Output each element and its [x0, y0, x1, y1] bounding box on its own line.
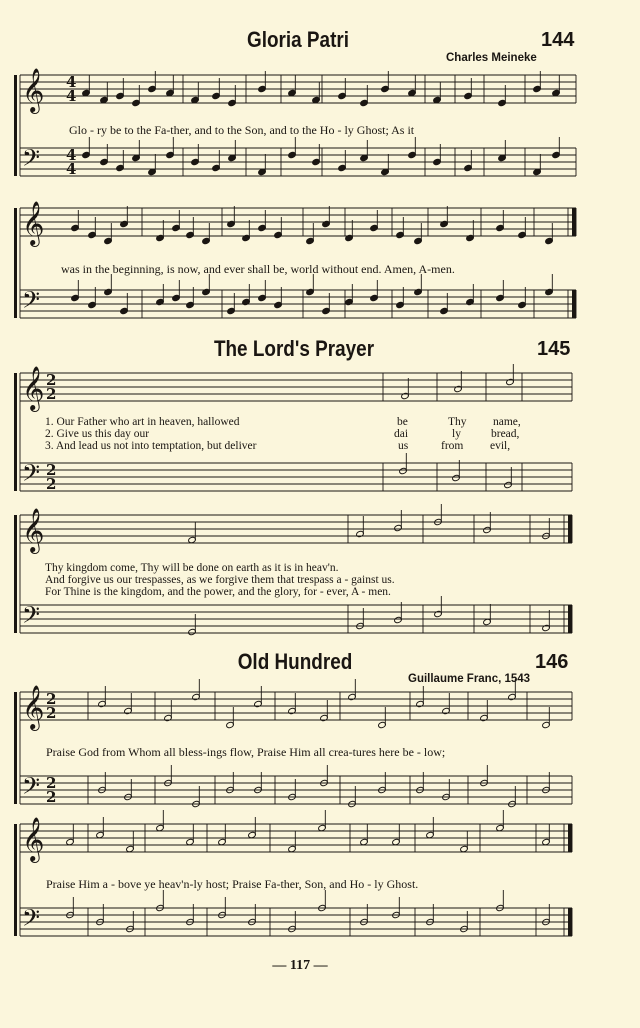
hymn-146-system-2-final-bar: [568, 908, 572, 936]
hymn-145-chant-right-1b: Thy: [448, 416, 467, 428]
hymn-145-chant2-line-3: For Thine is the kingdom, and the power, and the glory, for - ever, A - men.: [45, 586, 391, 598]
time-signature-bottom: 2: [46, 385, 57, 403]
bass-clef-icon: 𝄢: [22, 459, 41, 492]
bass-clef-icon: 𝄢: [22, 772, 41, 805]
hymn-145-title: The Lord's Prayer: [213, 336, 375, 361]
hymn-146-lyric-line-1: Praise God from Whom all bless-ings flow, Praise Him all crea-tures here be - low;: [46, 745, 446, 759]
hymn-146-number: 146: [535, 651, 569, 673]
hymn-144-system-2-final-bar: [572, 208, 576, 236]
hymn-145-chant-left-3: 3. And lead us not into temptation, but deliver: [45, 440, 257, 452]
treble-clef-icon: 𝄞: [22, 366, 45, 410]
hymn-145-system-2-final-bar: [568, 605, 572, 633]
hymn-144-number: 144: [541, 29, 575, 51]
hymn-145-number: 145: [537, 338, 571, 360]
treble-clef-icon: 𝄞: [22, 508, 45, 552]
treble-clef-icon: 𝄞: [22, 68, 45, 112]
hymn-144-lyric-line-2: was in the beginning, is now, and ever shall be, world without end. Amen, A-men.: [61, 262, 455, 276]
hymn-145-chant-left-2: 2. Give us this day our: [45, 428, 150, 440]
hymn-145-system-2-final-bar: [568, 515, 572, 543]
time-signature-top: 2: [46, 690, 57, 708]
hymn-145-chant-right-2b: ly: [452, 428, 461, 440]
time-signature-bottom: 2: [46, 704, 57, 722]
hymn-144-composer: Charles Meineke: [446, 52, 537, 64]
hymn-145-chant-right-2a: dai: [394, 428, 409, 440]
bass-clef-icon: 𝄢: [22, 601, 41, 634]
bass-clef-icon: 𝄢: [22, 144, 41, 177]
system-staves: [14, 68, 576, 937]
time-signature-top: 4: [66, 73, 77, 91]
time-signature-bottom: 4: [66, 87, 77, 105]
hymn-144-system-2-final-bar: [572, 290, 576, 318]
hymn-145-system-1-bracket: [14, 373, 17, 491]
hymn-145-chant2-line-2: And forgive us our trespasses, as we forgive them that trespass a - gainst us.: [45, 574, 395, 586]
hymn-145-chant-right-3a: us: [398, 440, 409, 452]
hymn-145-system-2-bracket: [14, 515, 17, 633]
hymn-146-lyric-line-2: Praise Him a - bove ye heav'n-ly host; Praise Fa-ther, Son, and Ho - ly Ghost.: [46, 877, 419, 891]
hymn-146-system-2-bracket: [14, 824, 17, 936]
page-number: — 117 —: [272, 958, 328, 973]
hymn-145-chant-right-1a: be: [397, 416, 408, 428]
time-signature-bottom: 2: [46, 788, 57, 806]
hymn-145-chant-right-3c: evil,: [490, 440, 511, 452]
treble-clef-icon: 𝄞: [22, 685, 45, 729]
hymn-145-chant-right-1c: name,: [493, 416, 521, 428]
time-signature-top: 2: [46, 371, 57, 389]
hymn-144-title: Gloria Patri: [247, 27, 349, 52]
time-signature-top: 2: [46, 461, 57, 479]
hymn-146-system-1-bracket: [14, 692, 17, 804]
time-signature-bottom: 2: [46, 475, 57, 493]
time-signature-top: 4: [66, 146, 77, 164]
hymn-146-system-2-final-bar: [568, 824, 572, 852]
hymn-144-lyric-line-1: Glo - ry be to the Fa-ther, and to the Son, and to the Ho - ly Ghost; As it: [69, 123, 415, 137]
hymn-145-chant-right-3b: from: [441, 440, 464, 452]
hymn-144-system-2-bracket: [14, 208, 17, 318]
treble-clef-icon: 𝄞: [22, 817, 45, 861]
bass-clef-icon: 𝄢: [22, 286, 41, 319]
hymn-145-chant2-line-1: Thy kingdom come, Thy will be done on earth as it is in heav'n.: [45, 562, 339, 574]
time-signature-bottom: 4: [66, 160, 77, 178]
hymn-146-composer: Guillaume Franc, 1543: [408, 673, 531, 685]
bass-clef-icon: 𝄢: [22, 904, 41, 937]
hymn-145-chant-right-2c: bread,: [491, 428, 520, 440]
hymn-144-system-1-bracket: [14, 75, 17, 176]
hymn-146-title: Old Hundred: [237, 649, 353, 674]
time-signature-top: 2: [46, 774, 57, 792]
hymn-145-chant-left-1: 1. Our Father who art in heaven, hallowed: [45, 416, 240, 428]
treble-clef-icon: 𝄞: [22, 201, 45, 245]
